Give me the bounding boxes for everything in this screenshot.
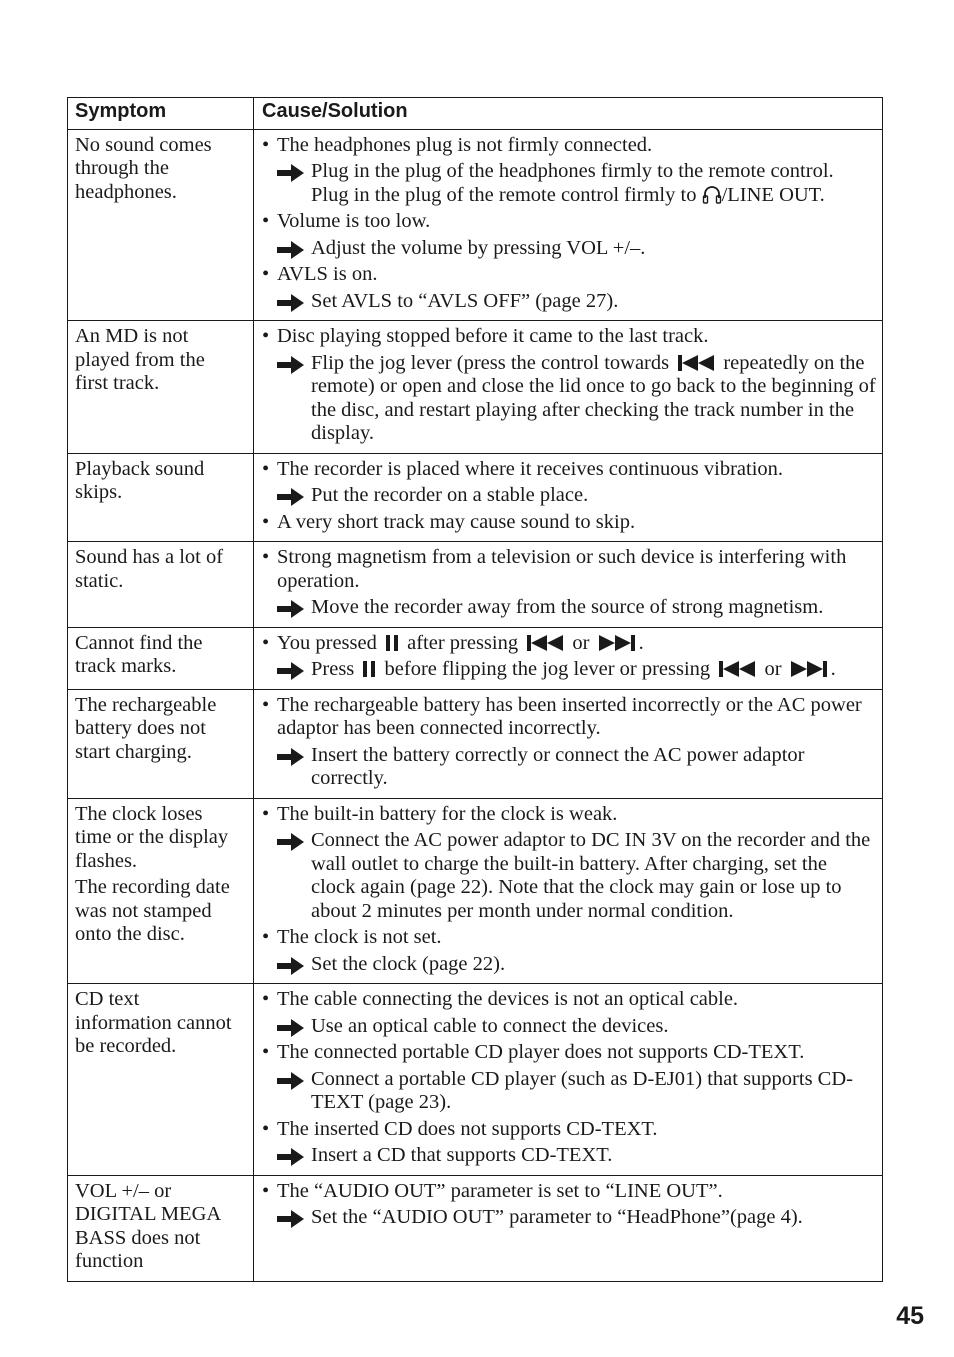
symptom-text: The rechargeable: [75, 693, 217, 716]
solution-text: Set the clock (page 22).: [311, 952, 506, 975]
symptom-cell: [68, 984, 254, 1175]
symptom-text: was not stamped: [75, 899, 212, 922]
solution-item: [262, 953, 876, 977]
table-row: [68, 1176, 883, 1282]
cause-item: • Strong magnetism from a television or such device is interfering with operation.: [262, 546, 847, 592]
solution-text: Insert the battery correctly or connect the AC power adaptor correctly.: [311, 743, 805, 789]
symptom-text: DIGITAL MEGA: [75, 1203, 222, 1225]
cause-text: .: [638, 631, 644, 654]
symptom-text: start charging.: [75, 740, 192, 763]
cause-item: • Disc playing stopped before it came to the last track.: [262, 325, 709, 347]
solution-text: Insert a CD that supports CD-TEXT.: [311, 1144, 613, 1166]
solution-item: [262, 1015, 876, 1039]
cause-text: The headphones plug is not firmly connected.: [277, 133, 653, 156]
cause-item: • The recorder is placed where it receives continuous vibration.: [262, 457, 784, 480]
table-row: [68, 454, 883, 543]
solution-text: Adjust the volume by pressing VOL +/–.: [311, 236, 646, 259]
solution-text: before flipping the jog lever or pressing: [379, 658, 716, 680]
solution-item: [262, 237, 876, 261]
solution-item: [262, 160, 876, 207]
solution-text: repeatedly on the remote) or open and close the lid once to go back to the beginning of the disc, and restart playing after checking the track number in the display.: [311, 351, 876, 444]
symptom-cell: [68, 628, 254, 689]
cause-solution-cell: [254, 130, 883, 321]
cause-text: The clock is not set.: [277, 926, 442, 948]
symptom-text: be recorded.: [75, 1035, 177, 1057]
right-arrow-icon: [277, 294, 304, 312]
cause-item: • The headphones plug is not firmly connected.: [262, 133, 653, 156]
solution-text: Set AVLS to “AVLS OFF” (page 27).: [311, 289, 619, 312]
symptom-text: The clock loses: [75, 802, 203, 825]
troubleshooting-table: [67, 97, 883, 1282]
symptom-cell: [68, 799, 254, 984]
solution-item: [262, 484, 876, 508]
symptom-text: function: [75, 1250, 144, 1272]
symptom-text: through the: [75, 157, 169, 179]
cause-item: • The cable connecting the devices is not an optical cable.: [262, 988, 739, 1010]
symptom-text: track marks.: [75, 655, 177, 677]
right-arrow-icon: [277, 1210, 304, 1228]
cause-solution-cell: [254, 542, 883, 627]
pause-icon: [385, 635, 399, 651]
right-arrow-icon: [277, 356, 304, 374]
solution-item: [262, 1068, 876, 1115]
table-row: [68, 628, 883, 690]
table-row: [68, 984, 883, 1176]
cause-solution-cell: [254, 628, 883, 689]
solution-item: [262, 1144, 876, 1168]
cause-text: Disc playing stopped before it came to the last track.: [277, 325, 709, 347]
symptom-text: Sound has a lot of: [75, 546, 224, 568]
right-arrow-icon: [277, 1019, 304, 1037]
pause-icon: [362, 661, 376, 677]
symptom-cell: [68, 1176, 254, 1281]
symptom-text: static.: [75, 569, 124, 592]
previous-track-icon: [526, 635, 564, 651]
cause-text: The cable connecting the devices is not an optical cable.: [277, 988, 739, 1010]
symptom-text: Cannot find the: [75, 631, 203, 654]
right-arrow-icon: [277, 488, 304, 506]
symptom-text: first track.: [75, 372, 160, 394]
table-row: [68, 690, 883, 799]
solution-text: Use an optical cable to connect the devices.: [311, 1014, 669, 1037]
cause-text: AVLS is on.: [277, 263, 378, 285]
cause-text: You pressed: [277, 631, 382, 654]
table-row: [68, 799, 883, 985]
symptom-cell: [68, 454, 254, 542]
symptom-text: BASS does not: [75, 1226, 201, 1249]
cause-text: after pressing: [401, 631, 524, 654]
cause-item: • A very short track may cause sound to skip.: [262, 510, 636, 533]
solution-text: Plug in the plug of the remote control firmly to: [311, 183, 702, 206]
solution-text: Connect the AC power adaptor to DC IN 3V on the recorder and the wall outlet to charge the built-in battery. After charging, set the clock again (page 22). Note that the clock may gain or lose up to about 2 minutes per month under normal condition.: [311, 829, 871, 922]
solution-text: Set the “AUDIO OUT” parameter to “HeadPhone”(page 4).: [311, 1206, 803, 1228]
cause-solution-cell: [254, 1176, 883, 1281]
cause-solution-cell: [254, 984, 883, 1175]
right-arrow-icon: [277, 662, 304, 680]
previous-track-icon: [677, 355, 715, 371]
page-number: 45: [896, 1302, 924, 1330]
symptom-text: onto the disc.: [75, 923, 185, 945]
cause-solution-cell: [254, 690, 883, 798]
right-arrow-icon: [277, 833, 304, 851]
cause-solution-cell: [254, 454, 883, 542]
cause-item: • Volume is too low.: [262, 210, 431, 232]
table-header-row: [68, 98, 883, 130]
symptom-text: played from the: [75, 348, 205, 371]
cause-solution-column-header: Cause/Solution: [254, 98, 883, 129]
cause-item: • The clock is not set.: [262, 926, 442, 948]
solution-item: [262, 352, 876, 446]
right-arrow-icon: [277, 748, 304, 766]
cause-text: The built-in battery for the clock is weak.: [277, 802, 618, 825]
solution-text: Press: [311, 658, 360, 680]
cause-item: • The rechargeable battery has been inserted incorrectly or the AC power adaptor has been connected incorrectly.: [262, 693, 862, 739]
symptom-text: No sound comes: [75, 133, 212, 156]
symptom-text: skips.: [75, 481, 123, 503]
right-arrow-icon: [277, 957, 304, 975]
cause-text: Volume is too low.: [277, 210, 431, 232]
solution-text: or: [759, 658, 787, 680]
solution-text: /LINE OUT.: [721, 183, 825, 206]
symptom-cell: [68, 130, 254, 321]
symptom-text: An MD is not: [75, 325, 189, 347]
table-row: [68, 130, 883, 322]
table-row: [68, 542, 883, 628]
solution-item: [262, 744, 876, 791]
symptom-text: information cannot: [75, 1011, 232, 1034]
next-track-icon: [598, 635, 636, 651]
symptom-text: headphones.: [75, 180, 177, 203]
solution-text: Put the recorder on a stable place.: [311, 484, 589, 506]
cause-item: • You pressed after pressing or .: [262, 631, 644, 654]
solution-item: [262, 829, 876, 923]
right-arrow-icon: [277, 1072, 304, 1090]
symptom-cell: [68, 321, 254, 453]
cause-item: • AVLS is on.: [262, 263, 378, 285]
right-arrow-icon: [277, 164, 304, 182]
cause-text: The connected portable CD player does not supports CD-TEXT.: [277, 1041, 805, 1063]
cause-item: • The inserted CD does not supports CD-TEXT.: [262, 1117, 658, 1140]
cause-text: A very short track may cause sound to skip.: [277, 510, 636, 533]
symptom-text: VOL +/– or: [75, 1179, 172, 1202]
headphones-icon: [702, 184, 722, 204]
solution-item: [262, 596, 876, 620]
cause-item: • The connected portable CD player does not supports CD-TEXT.: [262, 1041, 805, 1063]
previous-track-icon: [718, 661, 756, 677]
solution-text: Move the recorder away from the source of strong magnetism.: [311, 596, 824, 618]
solution-text: Plug in the plug of the headphones firmly to the remote control.: [311, 160, 834, 182]
solution-item: [262, 658, 876, 682]
solution-text: .: [830, 658, 836, 680]
solution-item: [262, 290, 876, 314]
right-arrow-icon: [277, 241, 304, 259]
cause-item: • The “AUDIO OUT” parameter is set to “LINE OUT”.: [262, 1179, 723, 1202]
cause-text: The inserted CD does not supports CD-TEXT.: [277, 1117, 658, 1140]
right-arrow-icon: [277, 600, 304, 618]
symptom-text: battery does not: [75, 717, 206, 739]
symptom-column-header: Symptom: [68, 98, 254, 129]
cause-solution-cell: [254, 321, 883, 453]
cause-text: The rechargeable battery has been inserted incorrectly or the AC power adaptor has been connected incorrectly.: [277, 693, 862, 739]
solution-text: Flip the jog lever (press the control towards: [311, 351, 675, 374]
symptom-cell: [68, 542, 254, 627]
symptom-text: The recording date: [75, 876, 230, 898]
cause-text: The recorder is placed where it receives continuous vibration.: [277, 457, 784, 480]
cause-text: The “AUDIO OUT” parameter is set to “LINE OUT”.: [277, 1179, 723, 1202]
symptom-text: Playback sound: [75, 457, 205, 480]
symptom-text: CD text: [75, 988, 140, 1010]
table-row: [68, 321, 883, 454]
solution-text: Connect a portable CD player (such as D-EJ01) that supports CD-TEXT (page 23).: [311, 1067, 853, 1113]
cause-text: or: [567, 631, 595, 654]
cause-text: Strong magnetism from a television or such device is interfering with operation.: [277, 546, 847, 592]
symptom-cell: [68, 690, 254, 798]
symptom-text: time or the display: [75, 826, 229, 848]
symptom-text: flashes.: [75, 849, 138, 872]
next-track-icon: [790, 661, 828, 677]
solution-item: [262, 1206, 876, 1230]
cause-item: • The built-in battery for the clock is weak.: [262, 802, 618, 825]
cause-solution-cell: [254, 799, 883, 984]
right-arrow-icon: [277, 1148, 304, 1166]
